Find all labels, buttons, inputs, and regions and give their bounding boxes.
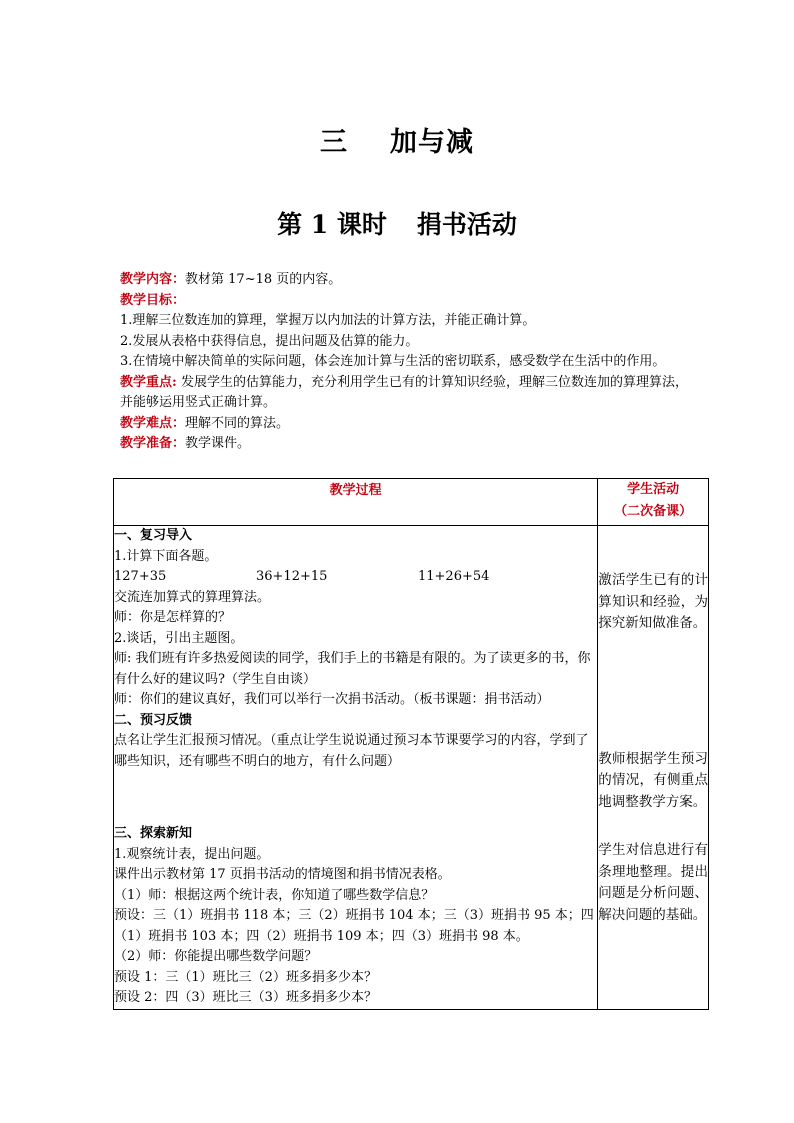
content-text: 教材第 17~18 页的内容。 bbox=[185, 272, 342, 287]
process-line: 预设：三（1）班捐书 118 本；三（2）班捐书 104 本；三（3）班捐书 95 本；四（1）班捐书 103 本；四（2）班捐书 109 本；四（3）班捐书 98 本。 bbox=[114, 908, 594, 944]
goal-item: 3.在情境中解决简单的实际问题，体会连加计算与生活的密切联系，感受数学在生活中的作用。 bbox=[120, 354, 666, 369]
content-line bbox=[120, 270, 690, 291]
process-line: 预设 1：三（1）班比三（2）班多捐多少本？ bbox=[114, 969, 377, 985]
expression-item: 11+26+54 bbox=[418, 569, 490, 584]
key-label: 教学重点: bbox=[120, 374, 177, 390]
process-line: 课件出示教材第 17 页捐书活动的情境图和捐书情况表格。 bbox=[114, 867, 451, 882]
prep-label: 教学准备： bbox=[120, 436, 186, 451]
goal-item: 1.理解三位数连加的算理，掌握万以内加法的计算方法，并能正确计算。 bbox=[120, 313, 536, 328]
prep-line bbox=[120, 434, 690, 455]
lesson-name: 捐书活动 bbox=[416, 210, 517, 239]
process-line: （1）师：根据这两个统计表，你知道了哪些数学信息？ bbox=[114, 887, 435, 903]
table-header-row bbox=[114, 479, 709, 526]
expression-item: 127+35 bbox=[114, 569, 167, 584]
difficulty-text: 理解不同的算法。 bbox=[185, 415, 290, 431]
expression-row bbox=[114, 567, 597, 588]
process-line: 师：你们的建议真好，我们可以举行一次捐书活动。（板书课题：捐书活动） bbox=[114, 692, 550, 707]
goal-item: 2.发展从表格中获得信息，提出问题及估算的能力。 bbox=[120, 333, 419, 349]
process-line: 师：你是怎样算的？ bbox=[114, 610, 232, 625]
section-review bbox=[114, 526, 597, 711]
activity-note-1: 激活学生已有的计算知识和经验，为探究新知做准备。 bbox=[598, 572, 708, 631]
process-line: 点名让学生汇报预习情况。（重点让学生说说通过预习本节课要学习的内容，学到了哪些知识，还有哪些不明白的地方，有什么问题） bbox=[114, 733, 589, 769]
process-line: 1.观察统计表，提出问题。 bbox=[114, 846, 270, 862]
process-line: 交流连加算式的算理算法。 bbox=[114, 589, 271, 605]
unit-name: 加与减 bbox=[390, 127, 474, 158]
lesson-process-table bbox=[113, 478, 709, 1010]
section-explore bbox=[114, 824, 597, 1009]
process-cell bbox=[114, 526, 598, 1010]
content-label: 教学内容： bbox=[120, 272, 186, 287]
activity-note-3: 学生对信息进行有条理地整理。提出问题是分析问题、解决问题的基础。 bbox=[598, 842, 708, 923]
unit-title bbox=[0, 120, 794, 159]
activity-cell bbox=[598, 526, 709, 1010]
section-title: 二、预习反馈 bbox=[114, 712, 193, 728]
process-line: 2.谈话，引出主题图。 bbox=[114, 630, 244, 646]
header-activity bbox=[598, 479, 709, 526]
difficulty-line bbox=[120, 414, 690, 435]
activity-note-2: 教师根据学生预习的情况，有侧重点地调整教学方案。 bbox=[598, 750, 708, 810]
lesson-meta bbox=[120, 270, 690, 455]
unit-number: 三 bbox=[320, 127, 348, 158]
difficulty-label: 教学难点： bbox=[120, 415, 186, 431]
goals-label: 教学目标： bbox=[120, 292, 186, 308]
process-line: 师: 我们班有许多热爱阅读的同学，我们手上的书籍是有限的。为了读更多的书，你有什么好的建议吗?（学生自由谈） bbox=[114, 651, 591, 687]
section-title: 三、探索新知 bbox=[114, 826, 193, 841]
process-line: （2）师：你能提出哪些数学问题？ bbox=[114, 949, 318, 964]
section-preview bbox=[114, 711, 597, 773]
expression-item: 36+12+15 bbox=[256, 569, 328, 584]
process-line: 预设 2：四（3）班比三（3）班多捐多少本？ bbox=[114, 990, 377, 1005]
table-row bbox=[114, 526, 709, 1010]
header-activity-line2: （二次备课） bbox=[614, 504, 693, 519]
header-activity-line1: 学生活动 bbox=[627, 482, 680, 497]
section-title: 一、复习导入 bbox=[114, 528, 193, 543]
goals-line bbox=[120, 291, 690, 312]
process-line: 1.计算下面各题。 bbox=[114, 548, 218, 564]
lesson-title bbox=[0, 205, 794, 241]
prep-text: 教学课件。 bbox=[185, 436, 251, 451]
key-text: 发展学生的估算能力，充分利用学生已有的计算知识经验，理解三位数连加的算理算法，并能够运用竖式正确计算。 bbox=[120, 374, 688, 410]
header-process: 教学过程 bbox=[114, 479, 598, 526]
lesson-number: 第 1 课时 bbox=[277, 210, 387, 239]
key-line bbox=[120, 373, 690, 414]
